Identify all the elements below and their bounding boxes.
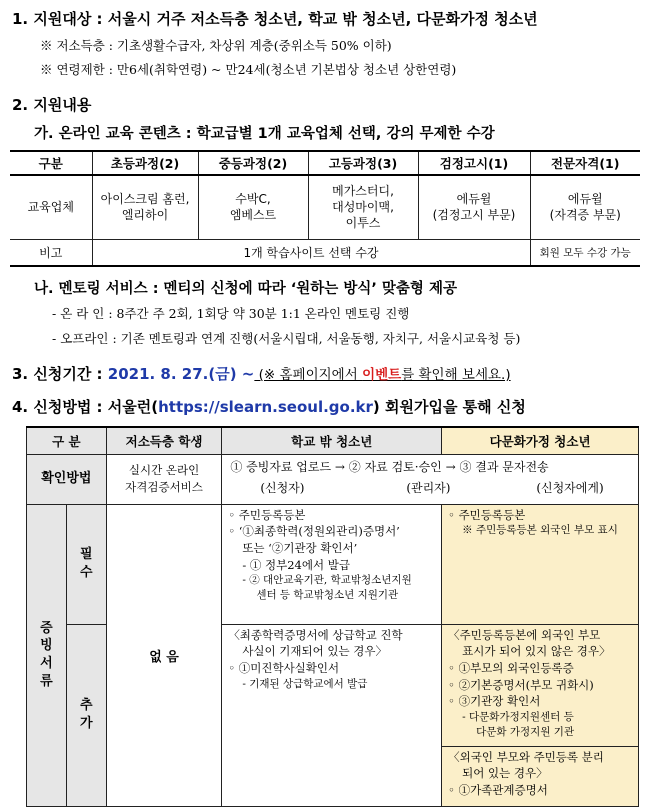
header-multicultural: 다문화가정 청소년 — [442, 427, 639, 454]
header-elementary: 초등과정(2) — [92, 151, 198, 175]
cell-line: 에듀윌 — [456, 192, 492, 207]
out-of-school-additional-docs — [222, 624, 442, 806]
header-category: 구분 — [10, 151, 92, 175]
low-income-note: ※ 저소득층 : 기초생활수급자, 차상위 계층(중위소득 50% 이하) — [40, 38, 392, 53]
cell-line: 대성마이맥, — [332, 200, 394, 215]
label-char: 가 — [80, 716, 93, 731]
confirm-flow: ① 증빙자료 업로드 → ② 자료 검토·승인 → ③ 결과 문자전송 — [230, 459, 549, 474]
online-content-heading: 가. 온라인 교육 콘텐츠 : 학교급별 1개 교육업체 선택, 강의 무제한 수강 — [34, 126, 495, 142]
table-header-row — [27, 427, 639, 454]
header-license: 전문자격(1) — [530, 151, 640, 175]
row-label-documents — [27, 504, 67, 806]
doc-line: ◦ 주민등록등본 — [448, 507, 526, 522]
label-char: 필 — [80, 547, 93, 563]
doc-line: 또는 ‘②기관장 확인서’ — [242, 540, 358, 555]
cell-line: 아이스크림 홈런, — [100, 192, 190, 207]
header-middle: 중등과정(2) — [198, 151, 308, 175]
doc-line: ◦ ①부모의 외국인등록증 — [448, 660, 574, 675]
header-category: 구 분 — [27, 427, 107, 454]
note-post: 를 확인해 보세요.) — [401, 367, 511, 383]
cell-line: 에듀윌 — [567, 192, 603, 207]
cell-line: 엘리하이 — [121, 208, 169, 223]
doc-line: ◦ ①미진학사실확인서 — [228, 660, 340, 675]
doc-line: - ② 대안교육기관, 학교밖청소년지원 — [242, 574, 412, 587]
cell-line: 메가스터디, — [332, 183, 394, 198]
method-label-post: ) 회원가입을 통해 신청 — [372, 398, 526, 416]
mentoring-heading: 나. 멘토링 서비스 : 멘티의 신청에 따라 ‘원하는 방식’ 맞춤형 제공 — [34, 281, 457, 297]
cell-line: 엠베스트 — [229, 208, 277, 223]
doc-line: 사실이 기재되어 있는 경우〉 — [242, 644, 387, 659]
doc-line: ◦ 주민등록등본 — [228, 507, 306, 522]
out-of-school-required-docs — [222, 504, 442, 624]
section2-heading: 2. 지원내용 — [12, 96, 92, 114]
table-row — [27, 454, 639, 504]
method-label: 4. 신청방법 : 서울런( — [12, 398, 159, 416]
cell-line: (검정고시 부문) — [432, 208, 516, 223]
doc-line: 되어 있는 경우〉 — [462, 766, 548, 781]
remarks-select-one: 1개 학습사이트 선택 수강 — [92, 239, 530, 266]
label-char: 증 — [40, 620, 53, 636]
doc-line: - 다문화가정지원센터 등 — [462, 710, 574, 723]
row-label-required — [66, 504, 106, 624]
row-label-remarks: 비고 — [10, 239, 92, 266]
actor-applicant: (신청자) — [260, 480, 305, 495]
actor-to-applicant: (신청자에게) — [536, 480, 604, 495]
slearn-url-link[interactable]: https://slearn.seoul.go.kr — [158, 398, 373, 416]
table-header-row — [10, 151, 640, 175]
cell-line: 이투스 — [345, 216, 381, 231]
cell-line: 수박C, — [235, 192, 271, 207]
row-label-confirm: 확인방법 — [27, 454, 107, 504]
row-label-provider: 교육업체 — [10, 175, 92, 239]
header-low-income: 저소득층 학생 — [106, 427, 222, 454]
doc-line: 센터 등 학교밖청소년 지원기관 — [256, 589, 399, 602]
doc-line: ◦ ③기관장 확인서 — [448, 694, 541, 709]
section4-application-method — [12, 396, 526, 417]
age-limit-note: ※ 연령제한 : 만6세(취학연령) ~ 만24세(청소년 기본법상 청소년 상한연령) — [40, 62, 457, 77]
provider-ged — [418, 175, 530, 239]
doc-line: ◦ ①가족관계증명서 — [448, 782, 548, 797]
application-method-table — [26, 426, 639, 807]
section1-heading: 1. 지원대상 : 서울시 거주 저소득층 청소년, 학교 밖 청소년, 다문화가정 청소년 — [12, 10, 538, 28]
header-out-of-school: 학교 밖 청소년 — [222, 427, 442, 454]
multicultural-additional-docs-1 — [442, 624, 639, 746]
provider-high — [308, 175, 418, 239]
period-date: 2021. 8. 27.(금) ~ — [107, 365, 255, 383]
provider-license — [530, 175, 640, 239]
header-ged: 검정고시(1) — [418, 151, 530, 175]
label-char: 류 — [40, 673, 53, 689]
actor-admin: (관리자) — [406, 480, 451, 495]
cell-line: 실시간 온라인 — [128, 462, 200, 477]
mentoring-offline: - 오프라인 : 기존 멘토링과 연계 진행(서울시립대, 서울동행, 자치구, 서울시교육청 등) — [52, 331, 521, 346]
label-char: 빙 — [40, 638, 53, 654]
multicultural-required-docs — [442, 504, 639, 624]
doc-line: ◦ ‘①최종학력(정원외관리)증명서’ — [228, 524, 400, 539]
doc-line: - 기재된 상급학교에서 발급 — [242, 677, 368, 690]
table-row — [27, 504, 639, 624]
label-char: 추 — [80, 698, 93, 714]
doc-line: 〈최종학력증명서에 상급학교 진학 — [228, 627, 403, 642]
cell-line: 자격검증서비스 — [125, 480, 203, 494]
doc-line: 다문화 가정지원 기관 — [476, 726, 575, 739]
doc-line: 〈주민등록등본에 외국인 부모 — [448, 627, 601, 642]
confirm-low-income — [106, 454, 222, 504]
provider-elementary — [92, 175, 198, 239]
label-char: 서 — [40, 656, 53, 671]
cell-line: (자격증 부문) — [549, 208, 621, 223]
period-note — [254, 367, 510, 383]
remarks-all-members: 회원 모두 수강 가능 — [530, 239, 640, 266]
mentoring-online: - 온 라 인 : 8주간 주 2회, 1회당 약 30분 1:1 온라인 멘토링 진행 — [52, 306, 410, 321]
note-pre: (※ 홈페이지에서 — [254, 367, 363, 383]
doc-line: 표시가 되어 있지 않은 경우〉 — [462, 644, 611, 659]
row-label-additional — [66, 624, 106, 806]
doc-line: ※ 주민등록등본 외국인 부모 표시 — [462, 524, 618, 537]
doc-line: - ① 정부24에서 발급 — [242, 557, 350, 572]
provider-middle — [198, 175, 308, 239]
low-income-docs-none: 없 음 — [106, 504, 222, 806]
doc-line: 〈외국인 부모와 주민등록 분리 — [448, 749, 604, 764]
period-label: 3. 신청기간 : — [12, 365, 108, 383]
doc-line: ◦ ②기본증명서(부모 귀화시) — [448, 677, 594, 692]
confirm-process — [222, 454, 639, 504]
education-provider-table — [10, 150, 640, 267]
event-link[interactable]: 이벤트 — [362, 367, 402, 383]
table-row — [10, 175, 640, 239]
header-high: 고등과정(3) — [308, 151, 418, 175]
multicultural-additional-docs-2 — [442, 746, 639, 806]
table-row — [10, 239, 640, 266]
section3-application-period — [12, 363, 511, 384]
label-char: 수 — [80, 565, 93, 580]
confirm-actors — [230, 479, 630, 497]
